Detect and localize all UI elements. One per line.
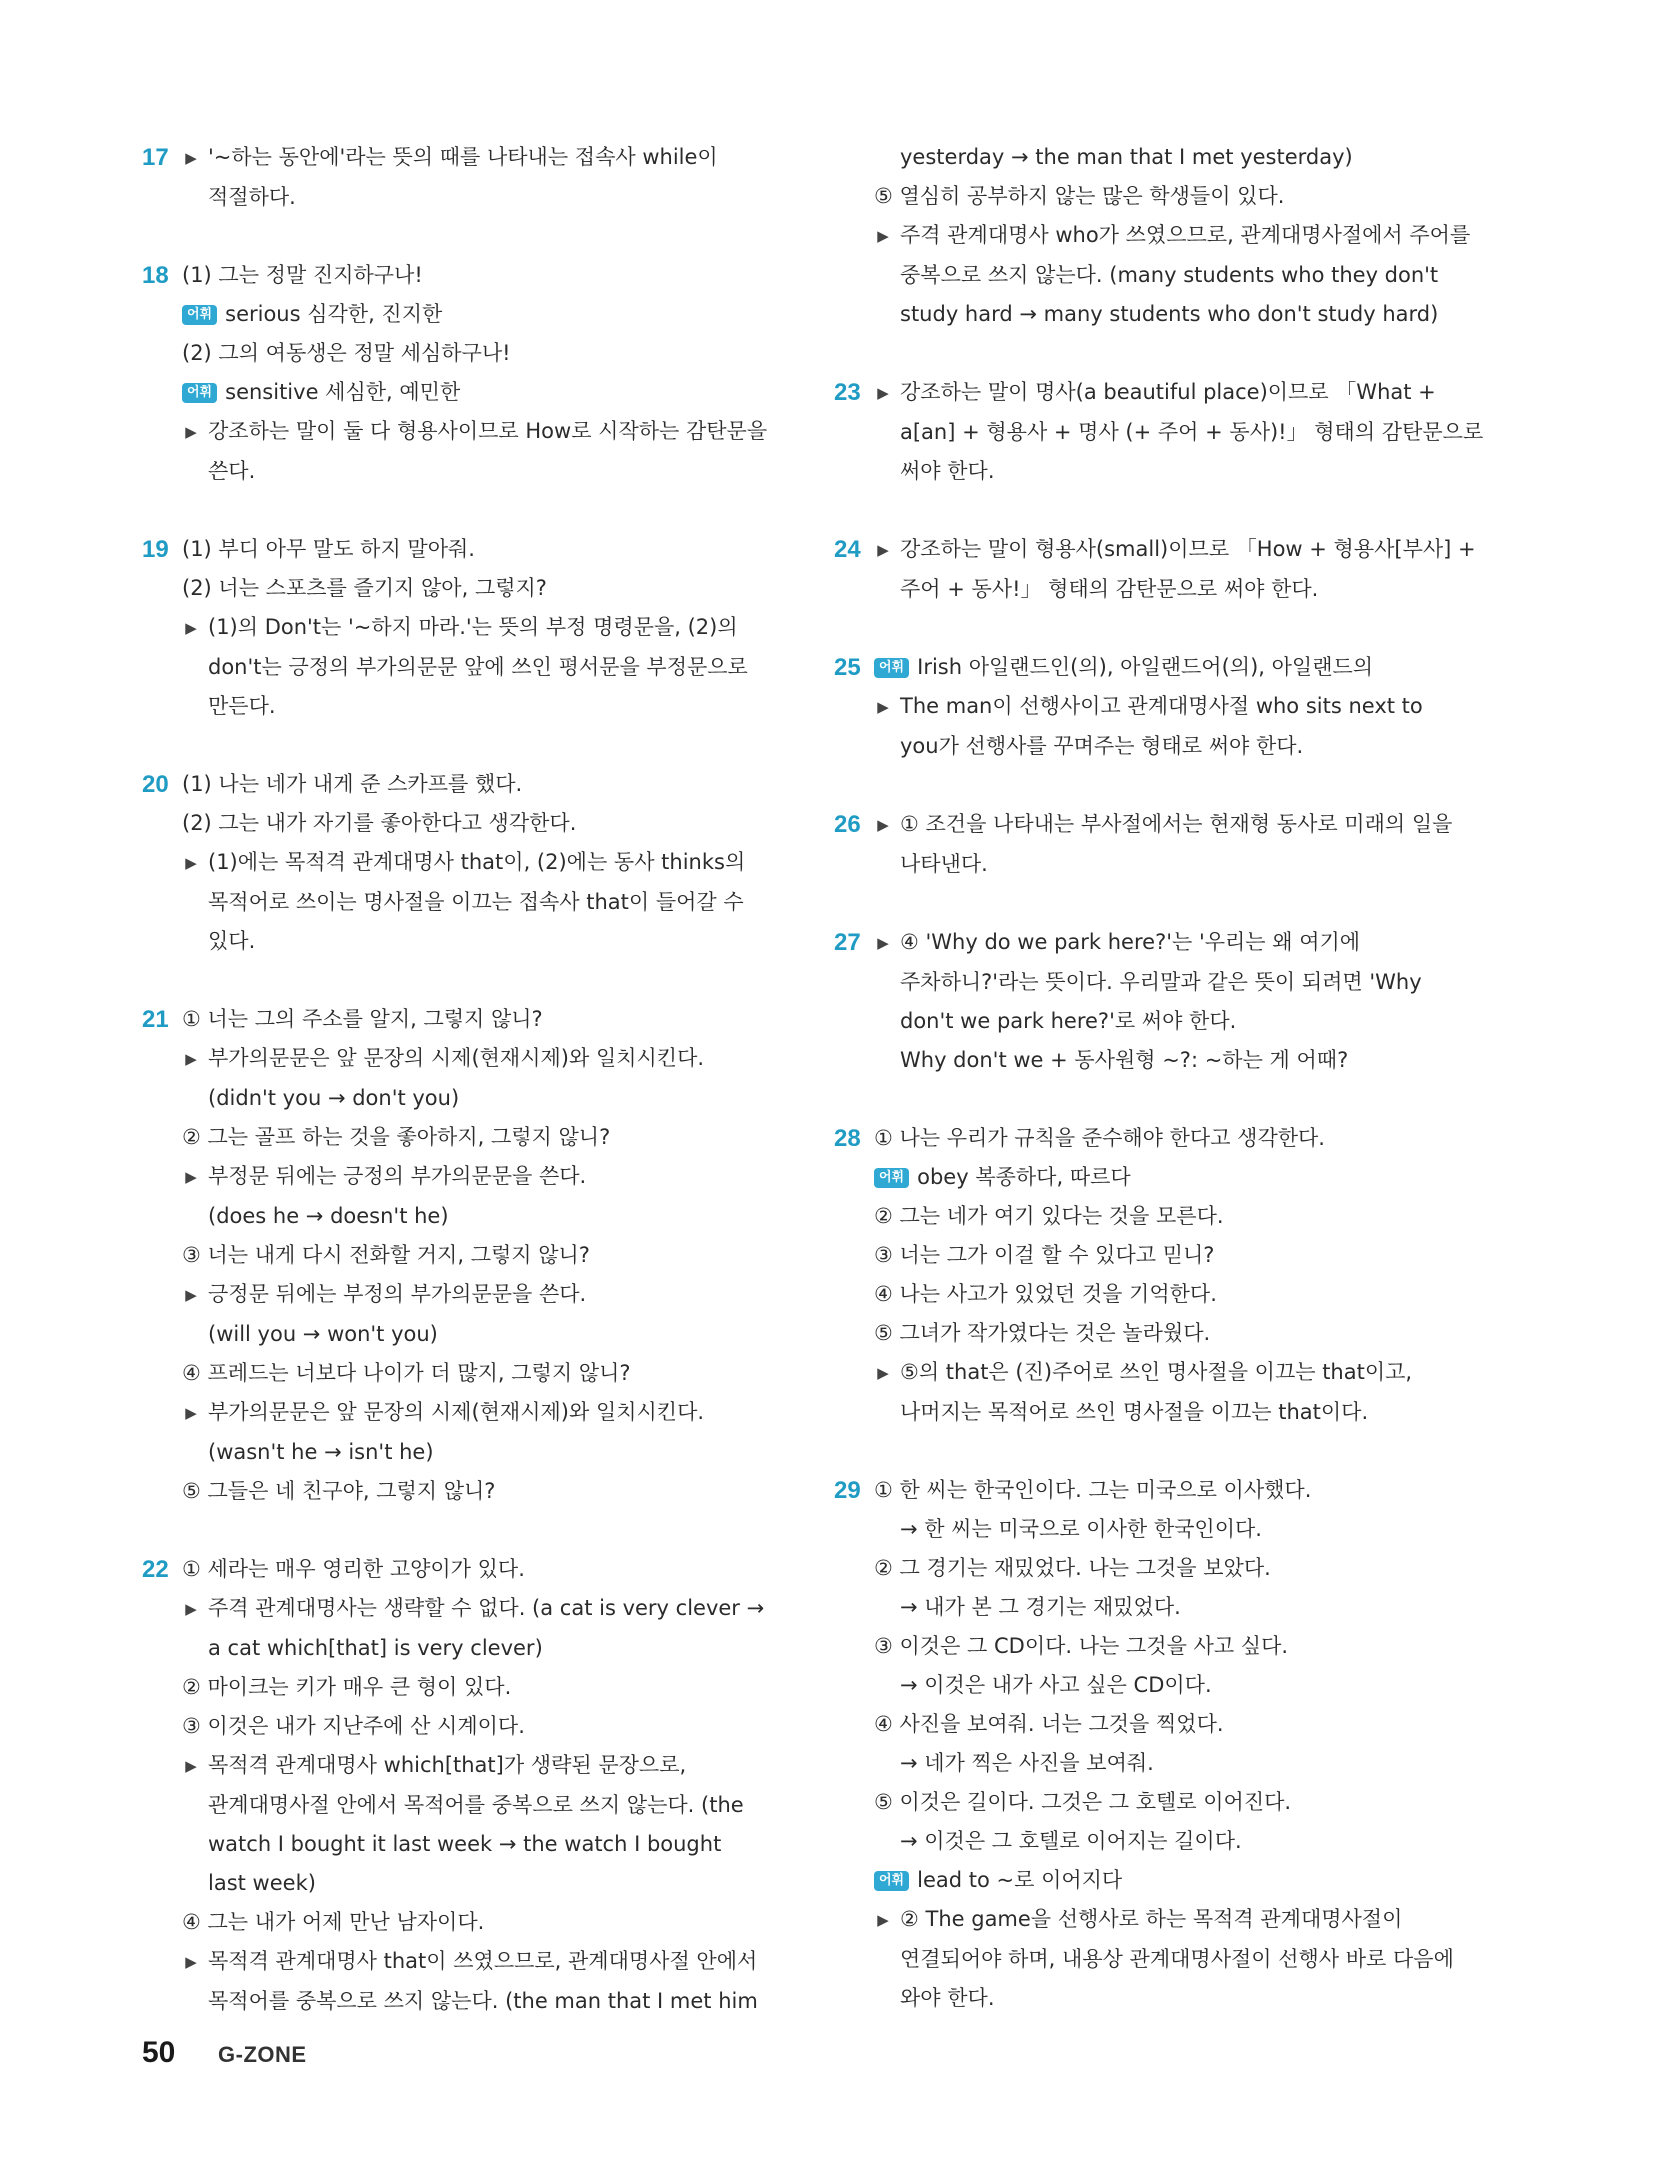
line-text: (will you → won't you)	[208, 1322, 438, 1346]
line-text: Irish 아일랜드인(의), 아일랜드어(의), 아일랜드의	[917, 655, 1374, 679]
explanation-line	[182, 1275, 782, 1315]
sentence-line	[874, 1705, 1474, 1744]
vocab-badge: 어휘	[182, 305, 217, 325]
line-text: (1)의 Don't는 '~하지 마라.'는 뜻의 부정 명령문을, (2)의	[208, 615, 738, 639]
explanation-line	[874, 687, 1474, 727]
line-text: a cat which[that] is very clever)	[208, 1636, 543, 1660]
continuation-line	[874, 452, 1474, 491]
explanation-line	[874, 1900, 1474, 1940]
line-text: ① 나는 우리가 규칙을 준수해야 한다고 생각한다.	[874, 1126, 1325, 1150]
explanation-line	[182, 1589, 782, 1629]
continuation-line	[874, 1510, 1474, 1549]
line-text: ② The game을 선행사로 하는 목적격 관계대명사절이	[900, 1907, 1403, 1931]
answer-item	[834, 923, 1474, 1080]
line-text: (1) 그는 정말 진지하구나!	[182, 263, 423, 287]
line-text: 와야 한다.	[900, 1986, 995, 2010]
line-text: obey 복종하다, 따르다	[917, 1165, 1131, 1189]
line-text: (didn't you → don't you)	[208, 1086, 460, 1110]
line-text: ⑤ 그녀가 작가였다는 것은 놀라웠다.	[874, 1321, 1211, 1345]
question-number: 28	[834, 1125, 861, 1152]
line-text: → 내가 본 그 경기는 재밌었다.	[900, 1595, 1181, 1619]
sentence-line	[874, 1236, 1474, 1275]
triangle-right-icon: ▶	[185, 1168, 197, 1186]
answer-item	[142, 530, 782, 726]
triangle-right-icon: ▶	[877, 934, 889, 952]
line-text: → 네가 찍은 사진을 보여줘.	[900, 1751, 1154, 1775]
line-text: ③ 이것은 내가 지난주에 산 시계이다.	[182, 1714, 525, 1738]
continuation-line	[182, 1629, 782, 1668]
sentence-line	[874, 1119, 1474, 1158]
continuation-line	[874, 963, 1474, 1002]
line-text: 써야 한다.	[900, 459, 995, 483]
vocab-line	[874, 1158, 1474, 1197]
explanation-line	[874, 216, 1474, 256]
line-text: ② 그는 네가 여기 있다는 것을 모른다.	[874, 1204, 1224, 1228]
question-number: 26	[834, 811, 861, 838]
line-text: 쓴다.	[208, 459, 256, 483]
answer-item	[834, 805, 1474, 884]
sentence-line	[182, 569, 782, 608]
answer-item	[142, 1000, 782, 1511]
question-number: 19	[142, 536, 169, 563]
line-text: (does he → doesn't he)	[208, 1204, 449, 1228]
line-text: ② 그 경기는 재밌었다. 나는 그것을 보았다.	[874, 1556, 1271, 1580]
page-number: 50	[142, 2036, 176, 2069]
line-text: ③ 너는 그가 이걸 할 수 있다고 믿니?	[874, 1243, 1215, 1267]
explanation-line	[182, 1393, 782, 1433]
explanation-line	[182, 1039, 782, 1079]
line-text: 긍정문 뒤에는 부정의 부가의문문을 쓴다.	[208, 1282, 587, 1306]
line-text: ④ 사진을 보여줘. 너는 그것을 찍었다.	[874, 1712, 1224, 1736]
sentence-line	[874, 1275, 1474, 1314]
answer-item	[142, 1550, 782, 2021]
triangle-right-icon: ▶	[185, 1286, 197, 1304]
line-text: serious 심각한, 진지한	[225, 302, 443, 326]
line-text: don't we park here?'로 써야 한다.	[900, 1009, 1237, 1033]
continuation-line	[874, 845, 1474, 884]
line-text: (2) 너는 스포츠를 즐기지 않아, 그렇지?	[182, 576, 547, 600]
explanation-line	[182, 138, 782, 178]
line-text: 목적어로 쓰이는 명사절을 이끄는 접속사 that이 들어갈 수	[208, 890, 744, 914]
continuation-line	[874, 1979, 1474, 2018]
line-text: 강조하는 말이 형용사(small)이므로 「How + 형용사[부사] +	[900, 537, 1476, 561]
continuation-line	[874, 1588, 1474, 1627]
line-text: 목적어를 중복으로 쓰지 않는다. (the man that I met him	[208, 1989, 758, 2013]
question-number: 29	[834, 1477, 861, 1504]
answer-item	[142, 256, 782, 491]
line-text: 부가의문문은 앞 문장의 시제(현재시제)와 일치시킨다.	[208, 1046, 705, 1070]
line-text: (1)에는 목적격 관계대명사 that이, (2)에는 동사 thinks의	[208, 850, 746, 874]
sentence-line	[182, 1000, 782, 1039]
line-text: → 이것은 내가 사고 싶은 CD이다.	[900, 1673, 1212, 1697]
continuation-line	[874, 727, 1474, 766]
continuation-line	[182, 1864, 782, 1903]
explanation-line	[874, 530, 1474, 570]
explanation-line	[182, 412, 782, 452]
vocab-line	[874, 1861, 1474, 1900]
line-text: 적절하다.	[208, 185, 296, 209]
right-column	[834, 138, 1484, 2057]
line-text: (2) 그의 여동생은 정말 세심하구나!	[182, 341, 511, 365]
continuation-line	[182, 452, 782, 491]
line-text: ① 조건을 나타내는 부사절에서는 현재형 동사로 미래의 일을	[900, 812, 1453, 836]
continuation-line	[182, 1197, 782, 1236]
left-column	[142, 138, 782, 2060]
line-text: ④ 그는 내가 어제 만난 남자이다.	[182, 1910, 485, 1934]
continuation-line	[182, 1433, 782, 1472]
line-text: watch I bought it last week → the watch I bought	[208, 1832, 722, 1856]
sentence-line	[874, 1783, 1474, 1822]
sentence-line	[874, 1197, 1474, 1236]
line-text: ① 한 씨는 한국인이다. 그는 미국으로 이사했다.	[874, 1478, 1312, 1502]
answer-item	[142, 765, 782, 961]
triangle-right-icon: ▶	[877, 227, 889, 245]
vocab-badge: 어휘	[182, 383, 217, 403]
triangle-right-icon: ▶	[185, 619, 197, 637]
line-text: Why don't we + 동사원형 ~?: ~하는 게 어때?	[900, 1048, 1349, 1072]
line-text: 나머지는 목적어로 쓰인 명사절을 이끄는 that이다.	[900, 1400, 1369, 1424]
line-text: ④ 프레드는 너보다 나이가 더 많지, 그렇지 않니?	[182, 1361, 631, 1385]
triangle-right-icon: ▶	[185, 1050, 197, 1068]
triangle-right-icon: ▶	[185, 149, 197, 167]
continuation-line	[874, 413, 1484, 452]
sentence-line	[182, 256, 782, 295]
vocab-line	[874, 648, 1474, 687]
line-text: (2) 그는 내가 자기를 좋아한다고 생각한다.	[182, 811, 577, 835]
triangle-right-icon: ▶	[185, 1600, 197, 1618]
line-text: ⑤ 열심히 공부하지 않는 많은 학생들이 있다.	[874, 184, 1285, 208]
answer-item	[834, 530, 1474, 609]
triangle-right-icon: ▶	[877, 1911, 889, 1929]
continuation-line	[182, 922, 782, 961]
continuation-line	[874, 1041, 1474, 1080]
sentence-line	[182, 1707, 782, 1746]
explanation-line	[874, 805, 1474, 845]
answer-item	[834, 373, 1484, 491]
line-text: → 이것은 그 호텔로 이어지는 길이다.	[900, 1829, 1242, 1853]
continuation-line	[182, 1786, 782, 1825]
question-number: 20	[142, 771, 169, 798]
line-text: ④ 'Why do we park here?'는 '우리는 왜 여기에	[900, 930, 1361, 954]
line-text: 강조하는 말이 둘 다 형용사이므로 How로 시작하는 감탄문을	[208, 419, 768, 443]
line-text: a[an] + 형용사 + 명사 (+ 주어 + 동사)!」 형태의 감탄문으로	[900, 420, 1484, 444]
question-number: 23	[834, 379, 861, 406]
line-text: lead to ~로 이어지다	[917, 1868, 1123, 1892]
sentence-line	[182, 1550, 782, 1589]
question-number: 17	[142, 144, 169, 171]
line-text: you가 선행사를 꾸며주는 형태로 써야 한다.	[900, 734, 1304, 758]
line-text: ③ 너는 내게 다시 전화할 거지, 그렇지 않니?	[182, 1243, 590, 1267]
line-text: 있다.	[208, 929, 256, 953]
line-text: '~하는 동안에'라는 뜻의 때를 나타내는 접속사 while이	[208, 145, 718, 169]
explanation-line	[182, 608, 782, 648]
explanation-line	[874, 373, 1474, 413]
answer-item	[834, 1119, 1474, 1432]
line-text: 나타낸다.	[900, 852, 988, 876]
sentence-line	[874, 1314, 1474, 1353]
sentence-line	[182, 804, 782, 843]
sentence-line	[182, 1668, 782, 1707]
line-text: sensitive 세심한, 예민한	[225, 380, 461, 404]
continuation-line	[182, 1079, 782, 1118]
triangle-right-icon: ▶	[877, 698, 889, 716]
sentence-line	[874, 1627, 1474, 1666]
continuation-line	[874, 1393, 1474, 1432]
question-number: 25	[834, 654, 861, 681]
answer-item	[834, 648, 1474, 766]
sentence-line	[874, 1549, 1474, 1588]
triangle-right-icon: ▶	[185, 1757, 197, 1775]
line-text: The man이 선행사이고 관계대명사절 who sits next to	[900, 694, 1423, 718]
explanation-line	[874, 1353, 1474, 1393]
sentence-line	[182, 1118, 782, 1157]
line-text: yesterday → the man that I met yesterday)	[900, 145, 1353, 169]
line-text: 주어 + 동사!」 형태의 감탄문으로 써야 한다.	[900, 577, 1319, 601]
continuation-line	[182, 648, 782, 687]
triangle-right-icon: ▶	[877, 816, 889, 834]
triangle-right-icon: ▶	[877, 384, 889, 402]
explanation-line	[182, 1942, 782, 1982]
vocab-badge: 어휘	[874, 658, 909, 678]
question-number: 24	[834, 536, 861, 563]
continuation-line	[182, 1982, 782, 2021]
line-text: last week)	[208, 1871, 316, 1895]
line-text: → 한 씨는 미국으로 이사한 한국인이다.	[900, 1517, 1262, 1541]
vocab-badge: 어휘	[874, 1168, 909, 1188]
question-number: 21	[142, 1006, 169, 1033]
line-text: ③ 이것은 그 CD이다. 나는 그것을 사고 싶다.	[874, 1634, 1289, 1658]
continuation-line	[874, 1002, 1474, 1041]
continuation-line	[874, 1744, 1474, 1783]
line-text: 부정문 뒤에는 긍정의 부가의문문을 쓴다.	[208, 1164, 587, 1188]
line-text: ① 세라는 매우 영리한 고양이가 있다.	[182, 1557, 525, 1581]
continuation-line	[874, 1940, 1474, 1979]
triangle-right-icon: ▶	[877, 541, 889, 559]
line-text: ④ 나는 사고가 있었던 것을 기억한다.	[874, 1282, 1217, 1306]
question-number: 27	[834, 929, 861, 956]
sentence-line	[182, 1354, 782, 1393]
sentence-line	[182, 765, 782, 804]
line-text: 주차하니?'라는 뜻이다. 우리말과 같은 뜻이 되려면 'Why	[900, 970, 1422, 994]
line-text: 목적격 관계대명사 which[that]가 생략된 문장으로,	[208, 1753, 687, 1777]
triangle-right-icon: ▶	[185, 1404, 197, 1422]
vocab-line	[182, 295, 782, 334]
continuation-line	[182, 1825, 782, 1864]
line-text: ⑤ 이것은 길이다. 그것은 그 호텔로 이어진다.	[874, 1790, 1292, 1814]
line-text: ② 그는 골프 하는 것을 좋아하지, 그렇지 않니?	[182, 1125, 611, 1149]
continuation-line	[182, 883, 782, 922]
sentence-line	[182, 1236, 782, 1275]
continuation-line	[874, 295, 1474, 334]
triangle-right-icon: ▶	[185, 1953, 197, 1971]
line-text: 부가의문문은 앞 문장의 시제(현재시제)와 일치시킨다.	[208, 1400, 705, 1424]
line-text: don't는 긍정의 부가의문문 앞에 쓰인 평서문을 부정문으로	[208, 655, 748, 679]
continuation-line	[874, 256, 1474, 295]
triangle-right-icon: ▶	[185, 854, 197, 872]
sentence-line	[874, 1471, 1474, 1510]
explanation-line	[182, 1746, 782, 1786]
triangle-right-icon: ▶	[185, 423, 197, 441]
explanation-line	[182, 843, 782, 883]
line-text: (1) 부디 아무 말도 하지 말아줘.	[182, 537, 475, 561]
continuation-line	[874, 1666, 1474, 1705]
line-text: 주격 관계대명사 who가 쓰였으므로, 관계대명사절에서 주어를	[900, 223, 1471, 247]
line-text: (wasn't he → isn't he)	[208, 1440, 434, 1464]
line-text: 관계대명사절 안에서 목적어를 중복으로 쓰지 않는다. (the	[208, 1793, 744, 1817]
line-text: (1) 나는 네가 내게 준 스카프를 했다.	[182, 772, 523, 796]
line-text: 연결되어야 하며, 내용상 관계대명사절이 선행사 바로 다음에	[900, 1947, 1454, 1971]
sentence-line	[182, 334, 782, 373]
continuation-line	[874, 570, 1474, 609]
answer-item	[834, 138, 1474, 334]
continuation-line	[182, 1315, 782, 1354]
line-text: ⑤의 that은 (진)주어로 쓰인 명사절을 이끄는 that이고,	[900, 1360, 1413, 1384]
sentence-line	[874, 177, 1474, 216]
explanation-line	[182, 1157, 782, 1197]
line-text: study hard → many students who don't study hard)	[900, 302, 1439, 326]
continuation-line	[874, 1822, 1474, 1861]
vocab-badge: 어휘	[874, 1871, 909, 1891]
line-text: ⑤ 그들은 네 친구야, 그렇지 않니?	[182, 1479, 496, 1503]
sentence-line	[182, 1903, 782, 1942]
line-text: 목적격 관계대명사 that이 쓰였으므로, 관계대명사절 안에서	[208, 1949, 758, 1973]
triangle-right-icon: ▶	[877, 1364, 889, 1382]
brand-name: G-ZONE	[218, 2042, 307, 2067]
line-text: 만든다.	[208, 694, 276, 718]
line-text: ① 너는 그의 주소를 알지, 그렇지 않니?	[182, 1007, 543, 1031]
explanation-line	[874, 923, 1474, 963]
line-text: 중복으로 쓰지 않는다. (many students who they don't	[900, 263, 1439, 287]
vocab-line	[182, 373, 782, 412]
question-number: 22	[142, 1556, 169, 1583]
line-text: 주격 관계대명사는 생략할 수 없다. (a cat is very clever →	[208, 1596, 765, 1620]
continuation-line	[874, 138, 1474, 177]
answer-item	[834, 1471, 1474, 2018]
answer-item	[142, 138, 782, 217]
sentence-line	[182, 1472, 782, 1511]
line-text: ② 마이크는 키가 매우 큰 형이 있다.	[182, 1675, 512, 1699]
continuation-line	[182, 178, 782, 217]
sentence-line	[182, 530, 782, 569]
line-text: 강조하는 말이 명사(a beautiful place)이므로 「What +	[900, 380, 1436, 404]
continuation-line	[182, 687, 782, 726]
question-number: 18	[142, 262, 169, 289]
